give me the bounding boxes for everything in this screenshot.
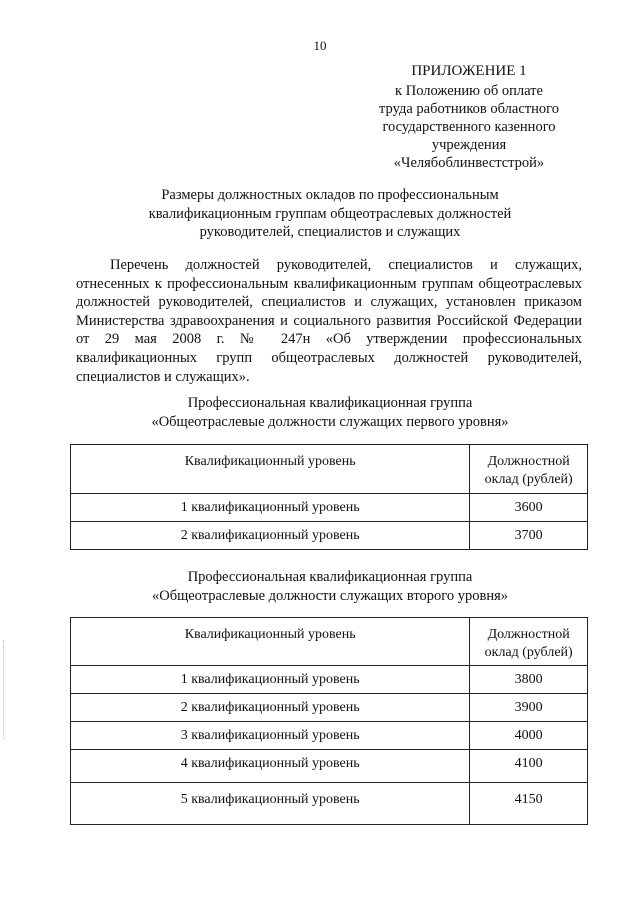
column-header-level [71, 618, 470, 666]
column-header-level [71, 445, 470, 494]
salary-cell: 4000 [470, 722, 588, 750]
salary-table-first-level [70, 444, 588, 550]
intro-paragraph: Перечень должностей руководителей, специалистов и служащих, отнесенных к профессиональным квалификационным группам общеотраслевых должностей руководителей, специалистов и служащих, установлен приказом Министерства здравоохранения и социального развития Российской Федерации от 29 мая 2008 г. № 247н «Об утверждении профессиональных квалификационных групп общеотраслевых должностей руководителей, специалистов и служащих». [76, 257, 582, 385]
table-row [71, 783, 588, 825]
scan-margin-marks [3, 640, 6, 740]
level-cell: 1 квалификационный уровень [71, 666, 470, 694]
table-header-row [71, 445, 588, 494]
salary-cell: 3800 [470, 666, 588, 694]
appendix-line: «Челябоблинвестстрой» [393, 155, 545, 171]
heading-line: руководителей, специалистов и служащих [199, 224, 461, 240]
column-header-level-text: Квалификационный уровень [184, 627, 356, 642]
salary-cell: 4100 [470, 750, 588, 783]
appendix-line: государственного казенного [382, 119, 556, 135]
heading-line: квалификационным группам общеотраслевых должностей [148, 205, 512, 222]
heading-line: Размеры должностных окладов по профессиональным [161, 187, 499, 203]
group-heading-first-level [80, 394, 580, 431]
table-row [71, 494, 588, 522]
group-heading-line: Профессиональная квалификационная группа [187, 569, 473, 585]
appendix-line: учреждения [431, 137, 507, 153]
table-header-row [71, 618, 588, 666]
appendix-line: к Положению об оплате [395, 83, 543, 99]
group-heading-line: «Общеотраслевые должности служащих второго уровня» [151, 587, 509, 604]
level-cell: 1 квалификационный уровень [71, 494, 470, 522]
level-cell: 2 квалификационный уровень [71, 694, 470, 722]
level-cell: 5 квалификационный уровень [71, 783, 470, 825]
salary-cell: 4150 [470, 783, 588, 825]
page-number: 10 [313, 38, 327, 53]
salary-cell: 3600 [470, 494, 588, 522]
level-cell: 4 квалификационный уровень [71, 750, 470, 783]
salary-table-second-level [70, 617, 588, 825]
appendix-block [364, 62, 574, 172]
appendix-title: ПРИЛОЖЕНИЕ 1 [411, 63, 527, 79]
table-row [71, 722, 588, 750]
document-heading [80, 186, 580, 242]
level-cell: 2 квалификационный уровень [71, 522, 470, 550]
group-heading-line: Профессиональная квалификационная группа [187, 395, 473, 411]
table-row [71, 522, 588, 550]
table-row [71, 666, 588, 694]
column-header-salary-line: Должностной [487, 454, 570, 469]
column-header-salary [470, 618, 588, 666]
column-header-salary-line: оклад (рублей) [484, 472, 573, 487]
salary-cell: 3700 [470, 522, 588, 550]
level-cell: 3 квалификационный уровень [71, 722, 470, 750]
group-heading-second-level [80, 568, 580, 605]
column-header-salary [470, 445, 588, 494]
table-row [71, 750, 588, 783]
column-header-salary-line: оклад (рублей) [484, 645, 573, 660]
column-header-salary-line: Должностной [487, 627, 570, 642]
appendix-line: труда работников областного [379, 101, 559, 117]
table-row [71, 694, 588, 722]
group-heading-line: «Общеотраслевые должности служащих первого уровня» [151, 413, 509, 430]
salary-cell: 3900 [470, 694, 588, 722]
column-header-level-text: Квалификационный уровень [184, 454, 356, 469]
